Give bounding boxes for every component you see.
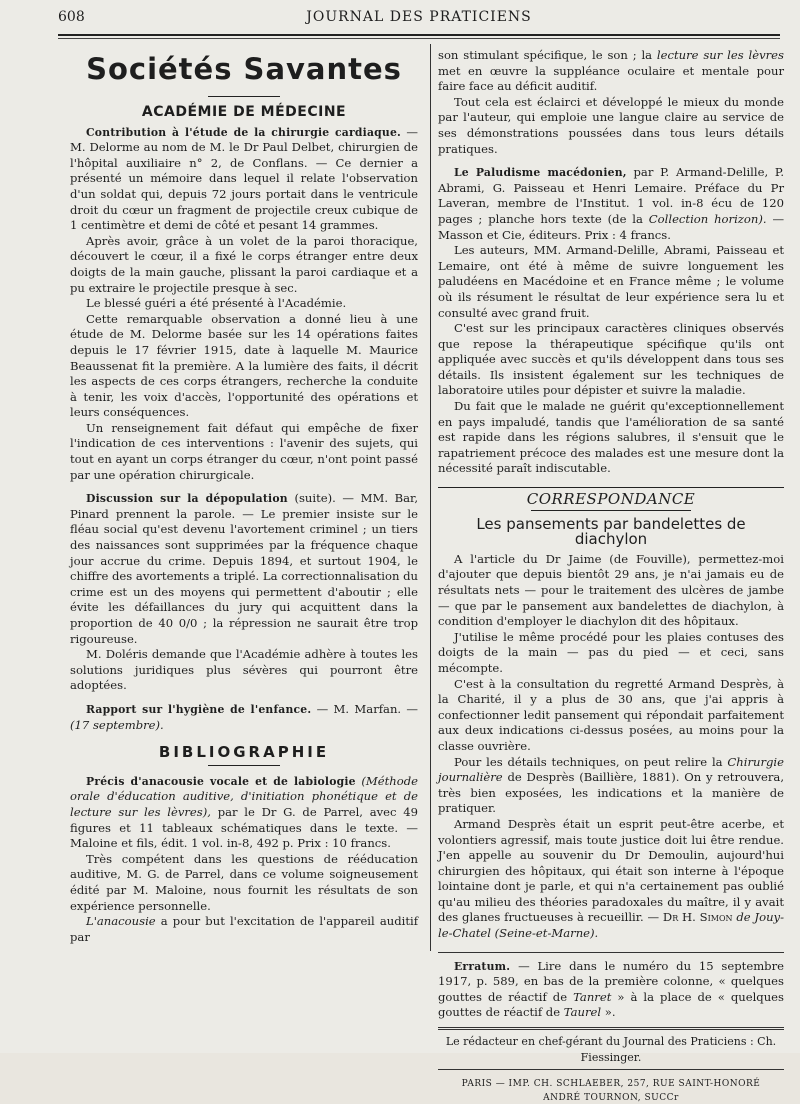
corr-paragraph-2: J'utilise le même procédé pour les plaies contuses des doigts de la main — pas du pied — et ceci, sans mécompte. [438, 629, 784, 675]
palu-paragraph-1: Le Paludisme macédonien, par P. Armand-Delille, P. Abrami, G. Paisseau et Henri Lemaire. Préface du Pr Laveran, membre de l'Institut. 1 vol. in-8 écu de 120 pages ; planche hors texte (de la Collection horizon). — Masson et Cie, éditeurs. Prix : 4 francs. [438, 165, 785, 242]
header-rule [58, 34, 780, 36]
corr-paragraph-4: Pour les détails techniques, on peut relire la Chirurgie journalière de Desprès (Baillière, 1881). On y retrouvera, très bien exposées, les indications et la manière de pratiquer. [438, 754, 785, 816]
contrib-paragraph-4: Cette remarquable observation a donné lieu à une étude de M. Delorme basée sur les 14 opérations faites depuis le 17 février 1915, date à laquelle M. Maurice Beaussenat fit la première. A la lumière des faits, il décrit les aspects de ces corps étrangers, recherche la conduite à tenir, les voix d'accès, l'opportunité des opérations et leurs conséquences. [70, 311, 418, 420]
biblio-continuation-1: son stimulant spécifique, le son ; la lecture sur les lèvres met en œuvre la suppléance oculaire et mentale pour faire face au déficit auditif. [438, 48, 784, 94]
left-column [70, 48, 418, 945]
contrib-paragraph-2: Après avoir, grâce à un volet de la paroi thoracique, découvert le cœur, il a fixé le corps étranger entre deux doigts de la main gauche, plissant la paroi cardiaque et a pu extraire le projectile presque à sec. [70, 233, 418, 295]
corr-paragraph-1: A l'article du Dr Jaime (de Fouville), permettez-moi d'ajouter que depuis bientôt 29 ans, je n'ai jamais eu de résultats nets — pour le traitement des ulcères de jambe — que par le pansement aux bandelettes de diachylon, à condition d'employer le diachylon dit des hôpitaux. [438, 551, 784, 629]
erratum-rule [438, 952, 784, 953]
correspondance-rule [531, 510, 691, 511]
header-rule-thin [58, 38, 780, 39]
precis-label: Précis d'anacousie vocale et de labiologie [86, 774, 356, 788]
section-title: Sociétés Savantes [86, 52, 402, 86]
hygiene-label: Rapport sur l'hygiène de l'enfance. [86, 702, 312, 716]
bibliography-heading: BIBLIOGRAPHIE [158, 743, 330, 762]
precis-paragraph-2: Très compétent dans les questions de rééducation auditive, M. G. de Parrel, dans ce volume soigneusement édité par M. Maloine, nous fournit les résultats de son expérience personnelle. [70, 851, 418, 913]
erratum-paragraph: Erratum. — Lire dans le numéro du 15 septembre 1917, p. 589, en bas de la première colonne, « quelques gouttes de réactif de Tanret » à la place de « quelques gouttes de réactif de Taurel ». [438, 958, 785, 1020]
erratum-label: Erratum. [454, 959, 511, 973]
correspondance-subtitle: Les pansements par bandelettes de diachylon [476, 514, 746, 549]
precis-paragraph-3: L'anacousie a pour but l'excitation de l'appareil auditif par [70, 914, 419, 944]
depop-paragraph-1: Discussion sur la dépopulation (suite). — MM. Bar, Pinard prennent la parole. — Le premier insiste sur le fléau social qu'est devenu l'avortement criminel ; un tiers des naissances sont supprimées par la fréquence chaque jour accrue du crime. Depuis 1894, et surtout 1904, le chiffre des avortements a triplé. La correctionnalisation du crime est un des moyens qui permettent d'aboutir ; elle évite les défaillances du jury qui acquittent dans la proportion de 40 0/0 ; la répression ne saurait être trop rigoureuse. [70, 491, 419, 646]
column-divider [430, 44, 431, 951]
editor-line: Le rédacteur en chef-gérant du Journal des Praticiens : Ch. Fiessinger. [445, 1035, 777, 1064]
corr-paragraph-3: C'est à la consultation du regretté Armand Desprès, à la Charité, il y a plus de 30 ans, que j'ai appris à confectionner ledit pansement qui répondait parfaitement aux deux indications ci-dessus posées, au moins pour la classe ouvrière. [438, 676, 784, 753]
contrib-paragraph-1: Contribution à l'étude de la chirurgie cardiaque. — M. Delorme au nom de M. le Dr Paul Delbet, chirurgien de l'hôpital auxiliaire n° 2, de Conflans. — Ce dernier a présenté un mémoire dans lequel il relate l'observation d'un soldat qui, depuis 72 jours portait dans le ventricule droit du cœur un fragment de projectile creux cubique de 1 centimètre et demi de côté et pesant 14 grammes. [70, 124, 418, 233]
page-number: 608 [58, 9, 85, 25]
biblio-continuation-2: Tout cela est éclairci et développé le mieux du monde par l'auteur, qui emploie une langue claire au service de ses démonstrations poussées dans tous leurs détails pratiques. [438, 94, 784, 156]
right-column [438, 48, 784, 1104]
precis-paragraph-1: Précis d'anacousie vocale et de labiologie (Méthode orale d'éducation auditive, d'initiation phonétique et de lecture sur les lèvres), par le Dr G. de Parrel, avec 49 figures et 11 tableaux schématiques dans le texte. — Maloine et fils, édit. 1 vol. in-8, 492 p. Prix : 10 francs. [70, 773, 419, 851]
contrib-paragraph-3: Le blessé guéri a été présenté à l'Académie. [86, 296, 347, 311]
palu-paragraph-2: Les auteurs, MM. Armand-Delille, Abrami, Paisseau et Lemaire, ont été à même de suivre longuement les paludéens en Macédoine et en France même ; le volume où ils résument le résultat de leur expérience sera lu et consulté avec grand fruit. [438, 243, 784, 320]
correspondance-top-rule [438, 487, 784, 488]
imprint-line-2: ANDRÉ TOURNON, SUCCr [543, 1093, 679, 1104]
imprint-line-1: PARIS — IMP. CH. SCHLAEBER, 257, RUE SAINT-HONORÉ [461, 1079, 761, 1090]
palu-paragraph-4: Du fait que le malade ne guérit qu'exceptionnellement en pays impaludé, tandis que l'amélioration de sa santé est rapide dans les régions salubres, il s'ensuit que le rapatriement précoce des malades est une mesure dont la nécessité paraît indiscutable. [438, 399, 784, 476]
biblio-rule [208, 765, 280, 766]
correspondance-heading: CORRESPONDANCE [526, 490, 696, 509]
academy-heading: ACADÉMIE DE MÉDECINE [141, 104, 347, 120]
title-rule [208, 96, 280, 97]
contrib-label: Contribution à l'étude de la chirurgie cardiaque. [86, 125, 401, 139]
footer-rule [438, 1027, 784, 1030]
signature: — Dr H. Simon [647, 910, 733, 925]
depop-label: Discussion sur la dépopulation [86, 492, 288, 506]
depop-paragraph-2: M. Doléris demande que l'Académie adhère à toutes les solutions juridiques plus sévères qui pourront être adoptées. [70, 647, 418, 693]
running-header [58, 10, 780, 34]
journal-title: JOURNAL DES PRATICIENS [306, 9, 532, 25]
hygiene-paragraph: Rapport sur l'hygiène de l'enfance. — M. Marfan. — (17 septembre). [70, 701, 419, 732]
contrib-paragraph-5: Un renseignement fait défaut qui empêche de fixer l'indication de ces interventions : l'avenir des sujets, qui tout en ayant un corps étranger du cœur, n'ont point passé par une opération chirurgicale. [70, 420, 418, 482]
corr-paragraph-5: Armand Desprès était un esprit peut-être acerbe, et volontiers agressif, mais toute justice doit lui être rendue. J'en appelle au souvenir du Dr Demoulin, aujourd'hui chirurgien des hôpitaux, qui était son interne à l'époque lointaine dont je parle, et qui n'a certainement pas oublié qu'au milieu des théories paradoxales du maître, il y avait des glanes fructueuses à recueillir. — Dr H. Simon de Jouy-le-Chatel (Seine-et-Marne). [438, 816, 784, 941]
imprint-rule [438, 1069, 784, 1070]
palu-label: Le Paludisme macédonien, [454, 166, 627, 180]
palu-paragraph-3: C'est sur les principaux caractères cliniques observés que repose la thérapeutique spécifique qu'ils ont appliquée avec succès et qu'ils développent dans tous ses détails. Ils insistent également sur les techniques de laboratoire utiles pour dépister et suivre la maladie. [438, 321, 784, 398]
